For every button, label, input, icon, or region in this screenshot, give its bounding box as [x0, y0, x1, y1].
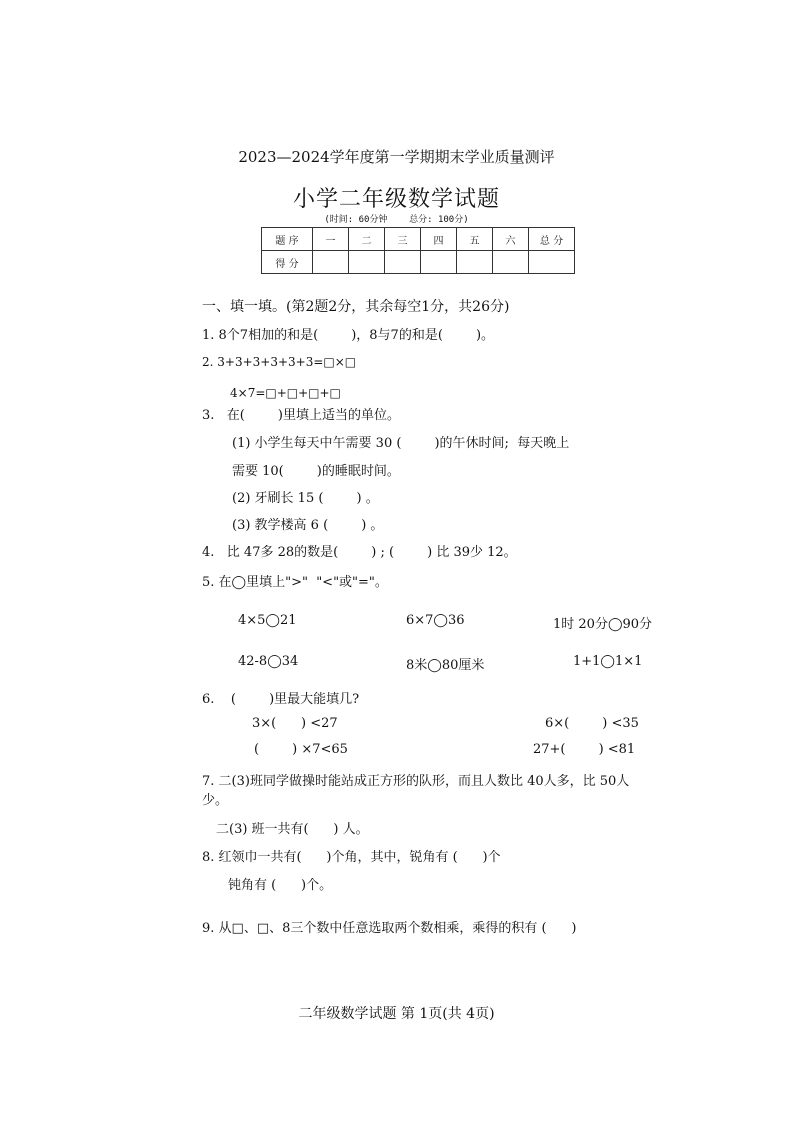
question-3: 3. 在( )里填上适当的单位。 — [202, 408, 401, 423]
question-4: 4. 比 47多 28的数是( ) ; ( ) 比 39少 12。 — [202, 545, 517, 560]
score-cell: 五 — [457, 228, 493, 251]
score-cell: 二 — [349, 228, 385, 251]
score-cell — [385, 251, 421, 274]
section-heading: 一、填一填。(第2题2分，其余每空1分，共26分) — [202, 299, 510, 315]
score-cell: 题 序 — [262, 228, 313, 251]
question-8-line1: 8. 红领巾一共有( )个角，其中，锐角有 ( )个 — [202, 850, 501, 865]
compare-item: 1+1◯1×1 — [573, 654, 643, 669]
score-table — [261, 227, 575, 274]
score-cell — [529, 251, 575, 274]
score-cell — [421, 251, 457, 274]
question-7-line1: 7. 二(3)班同学做操时能站成正方形的队形，而且人数比 40人多，比 50人 — [202, 774, 630, 789]
fill-item: 6×( ) <35 — [545, 716, 639, 731]
question-2-line2: 4×7=□+□+□+□ — [230, 386, 341, 400]
score-cell — [493, 251, 529, 274]
score-cell: 三 — [385, 228, 421, 251]
score-cell: 得 分 — [262, 251, 313, 274]
score-table-score-row — [262, 251, 575, 274]
question-6: 6. ( )里最大能填几? — [202, 692, 360, 707]
compare-item: 6×7◯36 — [406, 613, 465, 628]
fill-item: ( ) ×7<65 — [254, 742, 348, 757]
question-2-line1: 2. 3+3+3+3+3+3=□×□ — [202, 355, 357, 369]
fill-item: 27+( ) <81 — [533, 742, 636, 757]
question-8-line2: 钝角有 ( )个。 — [228, 878, 333, 893]
exam-title: 2023—2024学年度第一学期期末学业质量测评 — [238, 148, 555, 166]
exam-info: (时间: 60分钟 总分: 100分) — [324, 215, 469, 225]
score-cell — [457, 251, 493, 274]
question-1: 1. 8个7相加的和是( )，8与7的和是( )。 — [202, 328, 495, 343]
question-5: 5. 在◯里填上">" "<"或"="。 — [202, 575, 388, 590]
score-cell: 一 — [313, 228, 349, 251]
score-table-header-row — [262, 228, 575, 251]
question-9: 9. 从□、□、8三个数中任意选取两个数相乘，乘得的积有 ( ) — [202, 921, 577, 936]
compare-item: 4×5◯21 — [238, 613, 297, 628]
question-3-1-line1: (1) 小学生每天中午需要 30 ( )的午休时间; 每天晚上 — [232, 436, 570, 451]
score-cell: 六 — [493, 228, 529, 251]
compare-item: 42-8◯34 — [238, 654, 299, 669]
question-3-2: (2) 牙刷长 15 ( ) 。 — [232, 491, 379, 506]
question-7-answer: 二(3) 班一共有( ) 人。 — [216, 822, 369, 837]
score-cell: 四 — [421, 228, 457, 251]
question-7-line2: 少。 — [202, 793, 229, 808]
score-cell — [349, 251, 385, 274]
score-cell — [313, 251, 349, 274]
question-3-3: (3) 教学楼高 6 ( ) 。 — [232, 518, 384, 533]
compare-item: 1时 20分◯90分 — [553, 617, 653, 632]
paper-title: 小学二年级数学试题 — [292, 187, 500, 212]
question-3-1-line2: 需要 10( )的睡眠时间。 — [232, 464, 400, 479]
page-footer: 二年级数学试题 第 1页(共 4页) — [298, 1006, 495, 1022]
fill-item: 3×( ) <27 — [252, 716, 338, 731]
score-cell: 总 分 — [529, 228, 575, 251]
compare-item: 8米◯80厘米 — [406, 658, 485, 673]
